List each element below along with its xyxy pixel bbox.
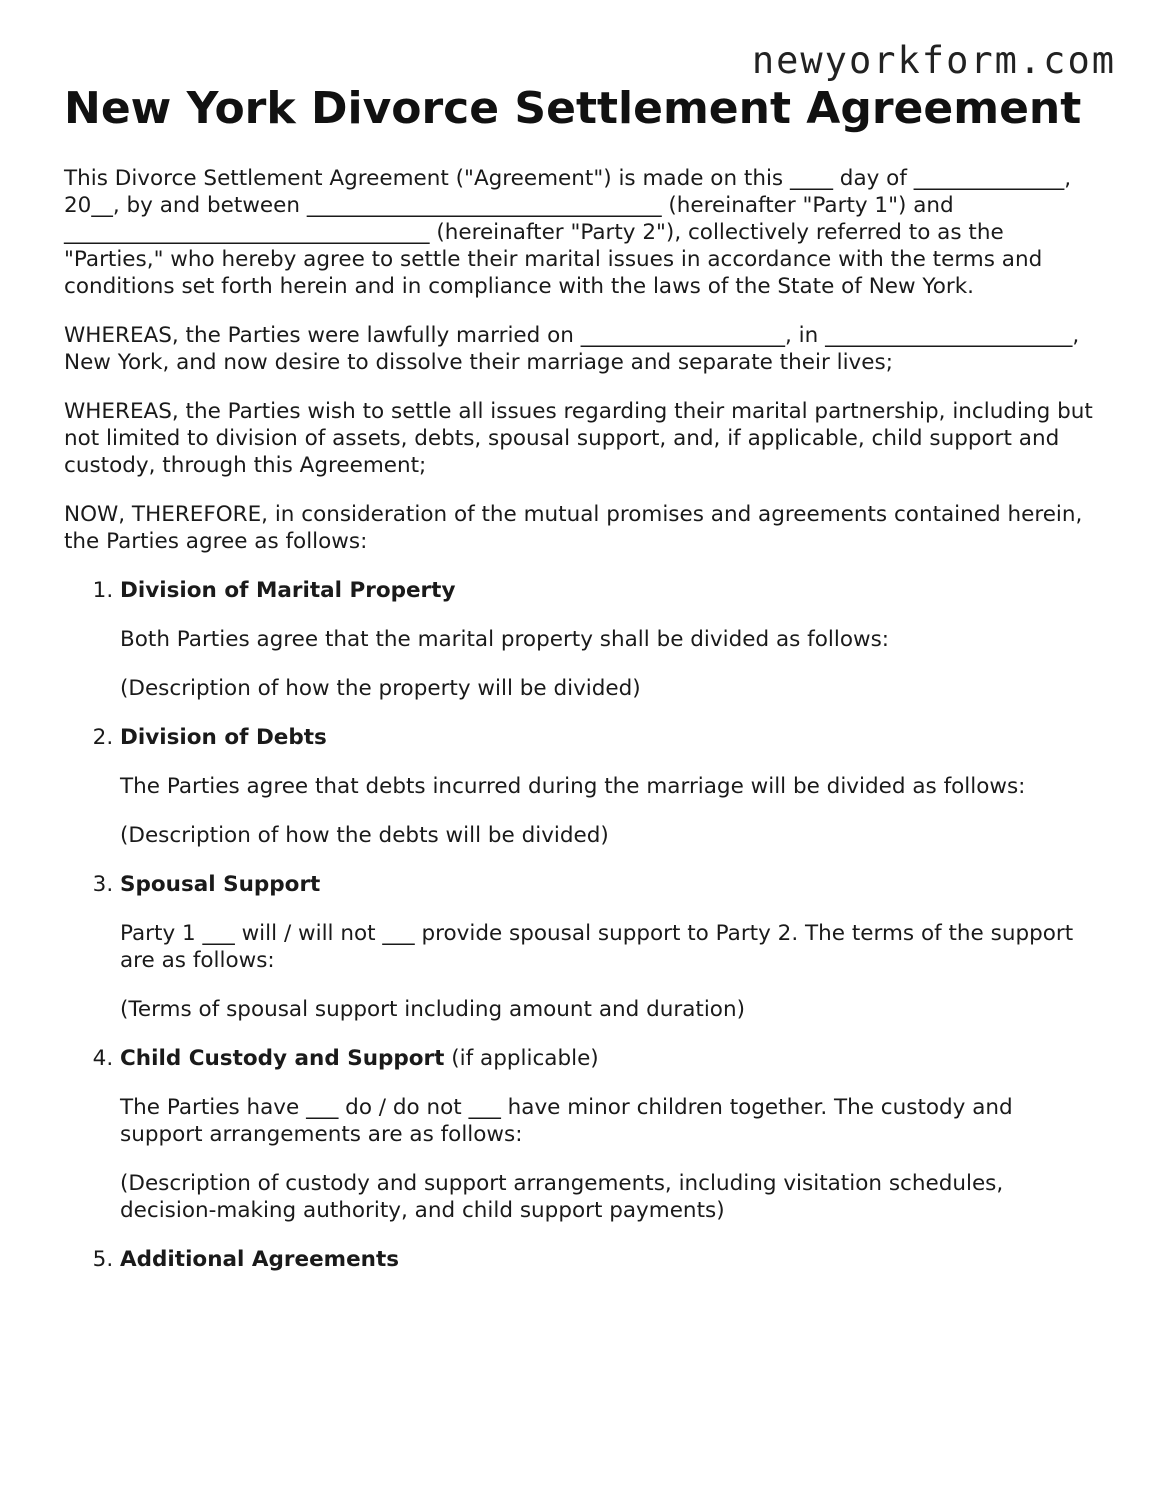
section-spousal-support bbox=[120, 871, 1094, 1023]
section-title: Spousal Support bbox=[120, 872, 321, 897]
section-additional-agreements bbox=[120, 1246, 1094, 1273]
intro-paragraph: This Divorce Settlement Agreement ("Agreement") is made on this ____ day of ______________, 20__, by and between _________________________________ (hereinafter "Party 1") and __________________________________ (hereinafter "Party 2"), collectively referred to as the "Parties," who hereby agree to settle their marital issues in accordance with the terms and conditions set forth herein and in compliance with the laws of the State of New York. bbox=[64, 166, 1072, 299]
section-heading bbox=[120, 724, 1094, 751]
section-title-suffix: (if applicable) bbox=[444, 1046, 599, 1071]
watermark: newyorkform.com bbox=[751, 39, 1116, 82]
whereas-marriage-paragraph: WHEREAS, the Parties were lawfully married on ___________________, in _______________________, New York, and now desire to dissolve their marriage and separate their lives; bbox=[64, 323, 1080, 375]
section-detail: (Description of how the property will be divided) bbox=[120, 676, 641, 701]
section-marital-property bbox=[120, 577, 1094, 702]
document-page bbox=[64, 82, 1094, 1295]
section-body: The Parties agree that debts incurred during the marriage will be divided as follows: bbox=[120, 774, 1026, 799]
section-detail: (Terms of spousal support including amount and duration) bbox=[120, 997, 745, 1022]
whereas-settlement-paragraph: WHEREAS, the Parties wish to settle all issues regarding their marital partnership, including but not limited to division of assets, debts, spousal support, and, if applicable, child support and custody, through this Agreement; bbox=[64, 399, 1093, 478]
section-detail: (Description of custody and support arrangements, including visitation schedules, decision-making authority, and child support payments) bbox=[120, 1171, 1004, 1223]
section-detail: (Description of how the debts will be divided) bbox=[120, 823, 609, 848]
section-heading bbox=[120, 577, 1094, 604]
section-heading bbox=[120, 871, 1094, 898]
section-debts bbox=[120, 724, 1094, 849]
section-title: Child Custody and Support bbox=[120, 1046, 445, 1071]
section-child-custody bbox=[120, 1045, 1094, 1224]
section-title: Division of Debts bbox=[120, 725, 327, 750]
section-body: The Parties have ___ do / do not ___ have minor children together. The custody and support arrangements are as follows: bbox=[120, 1095, 1013, 1147]
section-body: Party 1 ___ will / will not ___ provide spousal support to Party 2. The terms of the support are as follows: bbox=[120, 921, 1074, 973]
now-therefore-paragraph: NOW, THEREFORE, in consideration of the mutual promises and agreements contained herein, the Parties agree as follows: bbox=[64, 502, 1083, 554]
section-heading bbox=[120, 1045, 1094, 1072]
agreement-sections-list bbox=[64, 577, 1094, 1273]
section-title: Additional Agreements bbox=[120, 1247, 400, 1272]
section-heading bbox=[120, 1246, 1094, 1273]
section-title: Division of Marital Property bbox=[120, 578, 456, 603]
section-body: Both Parties agree that the marital property shall be divided as follows: bbox=[120, 627, 890, 652]
document-title: New York Divorce Settlement Agreement bbox=[64, 83, 1082, 134]
